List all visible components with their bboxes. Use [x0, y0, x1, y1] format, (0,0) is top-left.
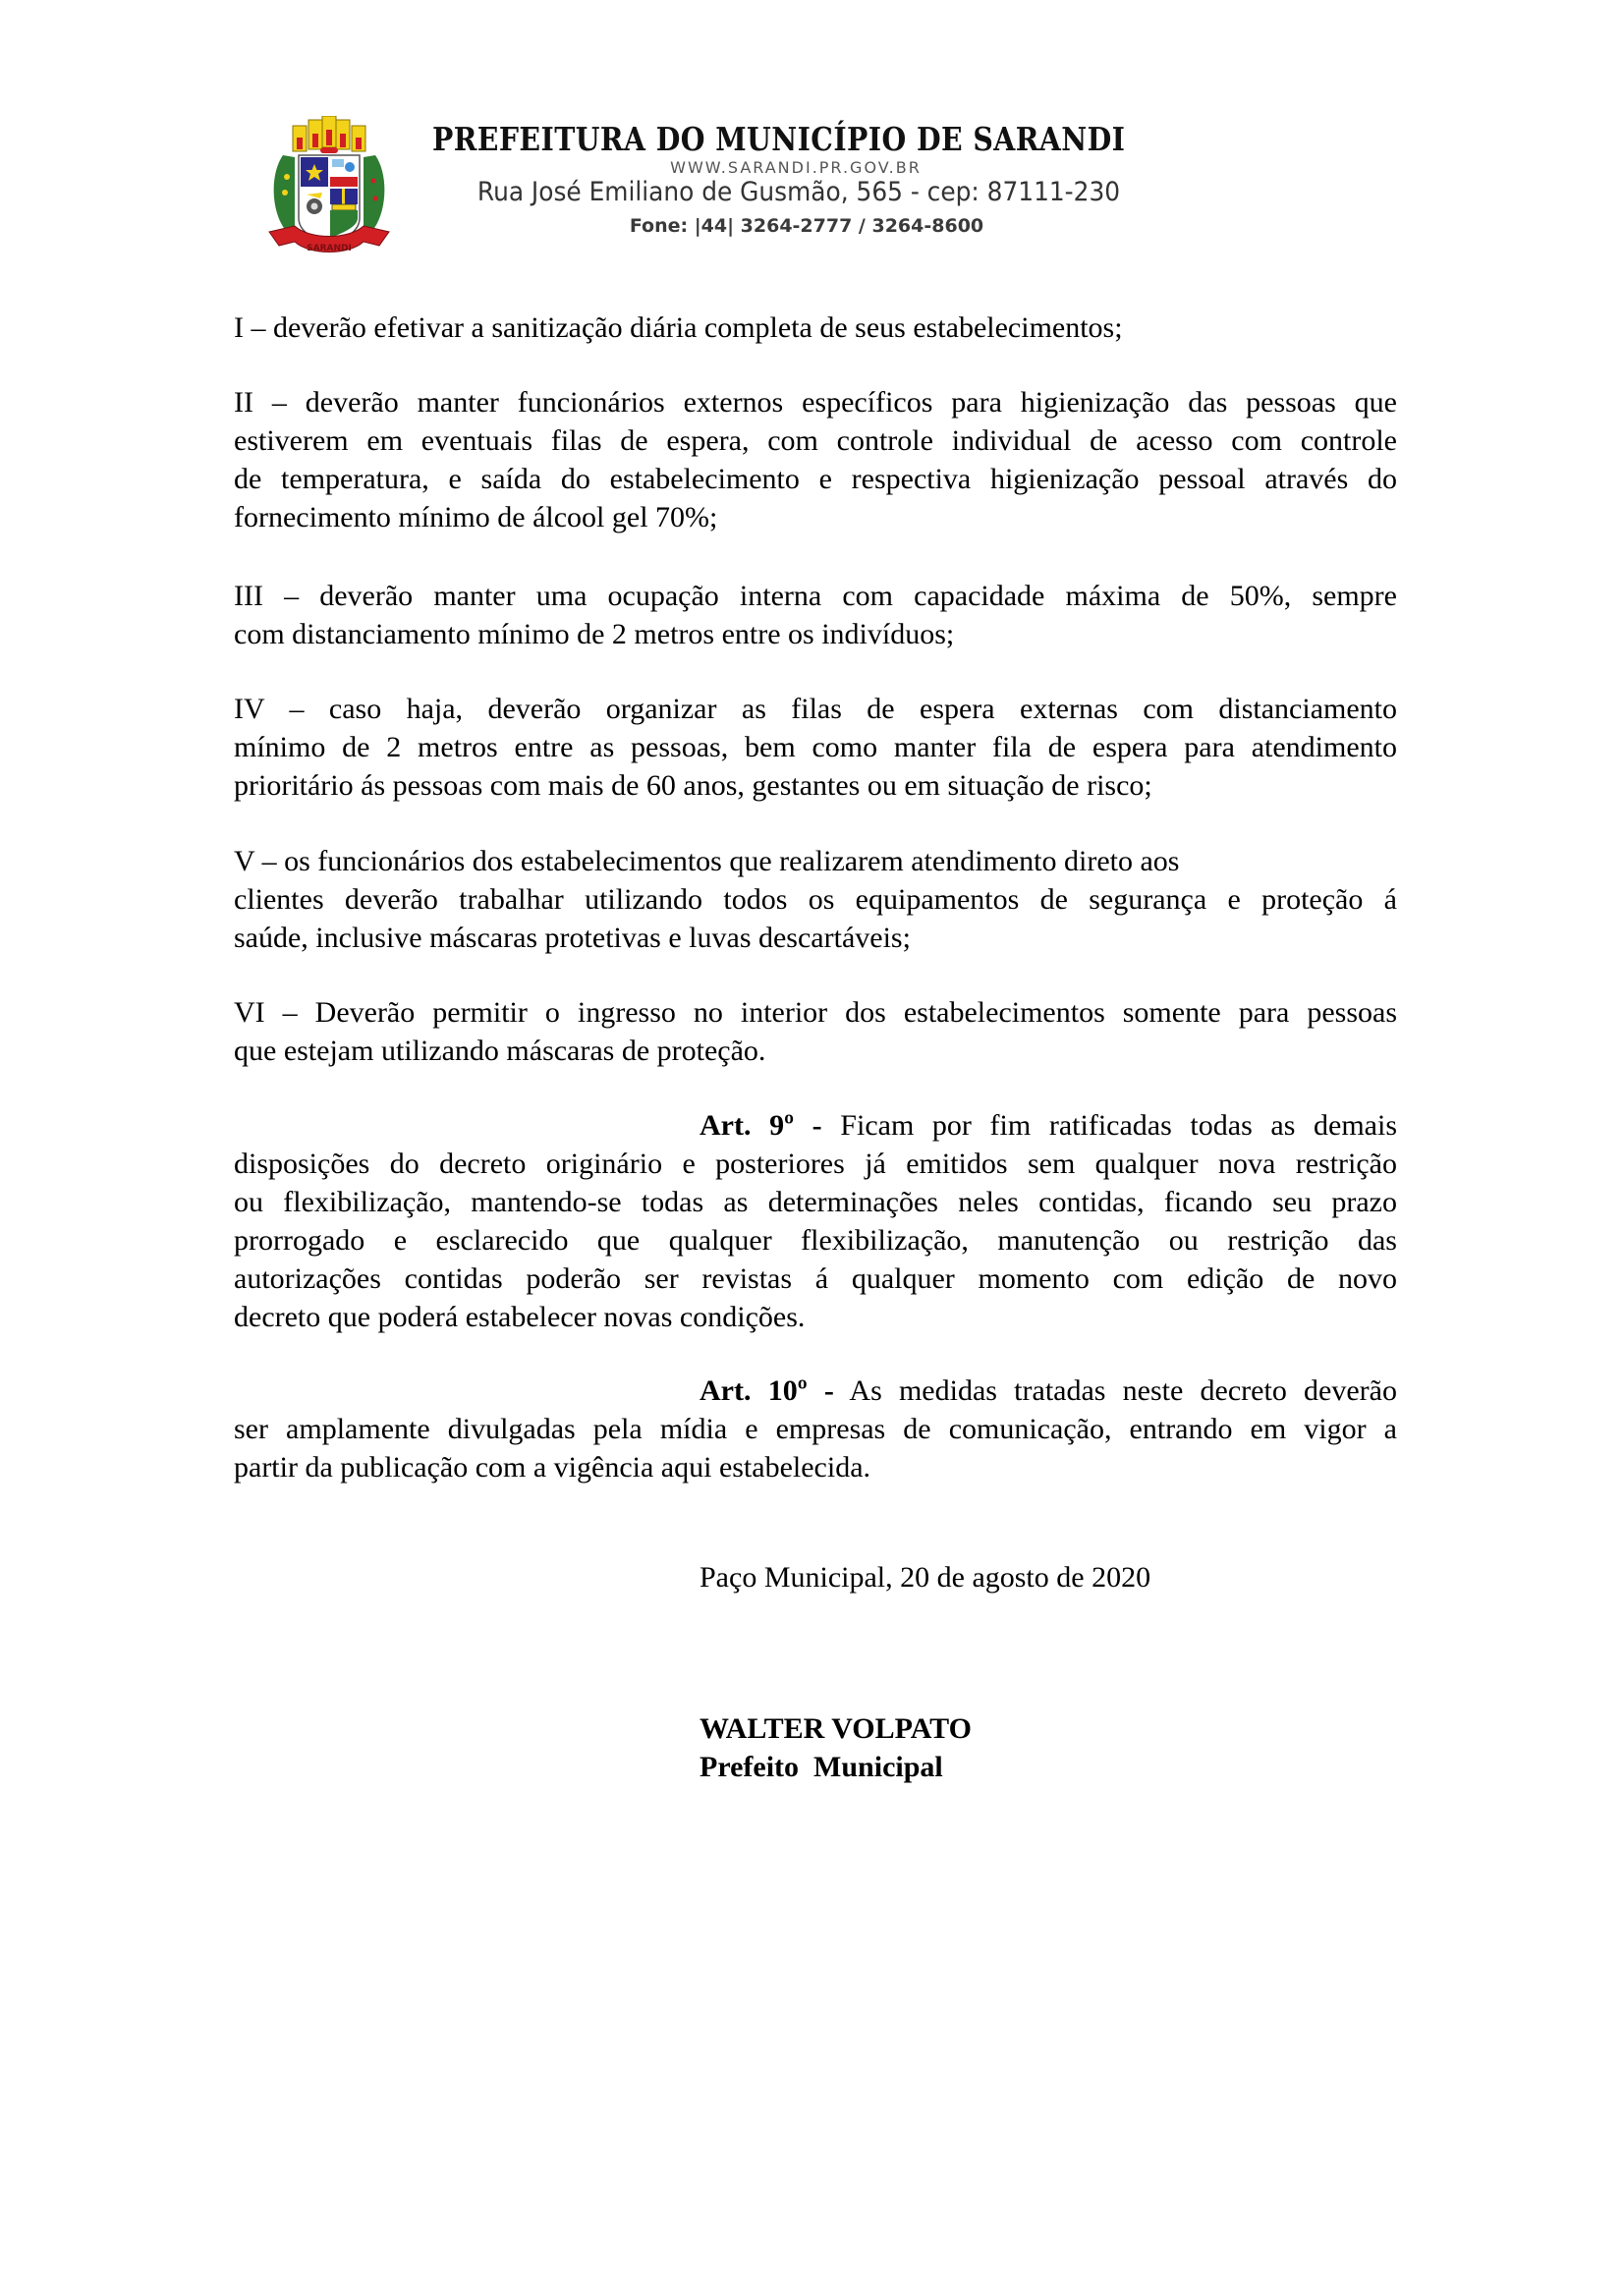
article-first-line — [234, 1372, 1397, 1410]
item-line: estiverem em eventuais filas de espera, com controle individual de acesso com controle — [234, 424, 1397, 457]
crest-label: SARANDI — [307, 244, 352, 253]
item-line: de temperatura, e saída do estabelecimento e respectiva higienização pessoal através do — [234, 463, 1397, 495]
article-line: autorizações contidas poderão ser revistas á qualquer momento com edição de novo — [234, 1262, 1397, 1295]
item-vi — [234, 993, 1397, 1070]
item-line: fornecimento mínimo de álcool gel 70%; — [234, 501, 718, 533]
item-line: clientes deverão trabalhar utilizando todos os equipamentos de segurança e proteção á — [234, 883, 1397, 916]
article-text: As medidas tratadas neste decreto deverão — [849, 1374, 1397, 1407]
item-line: III – deverão manter uma ocupação interna com capacidade máxima de 50%, sempre — [234, 580, 1397, 612]
article-9 — [234, 1106, 1397, 1336]
article-heading: Art. 10º - — [700, 1374, 834, 1407]
item-line: que estejam utilizando máscaras de proteção. — [234, 1035, 766, 1067]
item-line: saúde, inclusive máscaras protetivas e luvas descartáveis; — [234, 922, 911, 954]
item-iii — [234, 577, 1397, 653]
article-line: prorrogado e esclarecido que qualquer flexibilização, manutenção ou restrição das — [234, 1224, 1397, 1257]
item-line: com distanciamento mínimo de 2 metros entre os indivíduos; — [234, 618, 955, 650]
municipal-coat-of-arms-icon — [265, 116, 393, 261]
item-line: IV – caso haja, deverão organizar as filas de espera externas com distanciamento — [234, 693, 1397, 725]
signatory-title: Prefeito Municipal — [700, 1751, 943, 1783]
article-first-line — [234, 1106, 1397, 1145]
item-line: II – deverão manter funcionários externos específicos para higienização das pessoas que — [234, 386, 1397, 419]
article-line: partir da publicação com a vigência aqui estabelecida. — [234, 1451, 871, 1484]
article-line: decreto que poderá estabelecer novas condições. — [234, 1301, 806, 1333]
item-line: V – os funcionários dos estabelecimentos que realizarem atendimento direto aos — [234, 845, 1180, 877]
item-line: VI – Deverão permitir o ingresso no interior dos estabelecimentos somente para pessoas — [234, 996, 1397, 1029]
item-line: mínimo de 2 metros entre as pessoas, bem como manter fila de espera para atendimento — [234, 731, 1397, 763]
letterhead-phone: Fone: |44| 3264-2777 / 3264-8600 — [629, 215, 984, 237]
letterhead-title: PREFEITURA DO MUNICÍPIO DE SARANDI — [432, 120, 1126, 158]
article-heading: Art. 9º - — [700, 1109, 822, 1142]
item-line: prioritário ás pessoas com mais de 60 anos, gestantes ou em situação de risco; — [234, 769, 1152, 802]
article-line: ser amplamente divulgadas pela mídia e empresas de comunicação, entrando em vigor a — [234, 1413, 1397, 1445]
letterhead-address: Rua José Emiliano de Gusmão, 565 - cep: 87111-230 — [476, 177, 1121, 207]
item-v — [234, 842, 1397, 957]
letterhead-website: WWW.SARANDI.PR.GOV.BR — [670, 158, 922, 177]
article-text: Ficam por fim ratificadas todas as demais — [840, 1109, 1397, 1142]
item-i — [234, 308, 1397, 347]
item-ii — [234, 383, 1397, 536]
signatory-name: WALTER VOLPATO — [700, 1712, 972, 1745]
article-10 — [234, 1372, 1397, 1486]
article-line: ou flexibilização, mantendo-se todas as determinações neles contidas, ficando seu prazo — [234, 1186, 1397, 1218]
item-line: I – deverão efetivar a sanitização diária completa de seus estabelecimentos; — [234, 311, 1123, 344]
item-iv — [234, 690, 1397, 805]
article-line: disposições do decreto originário e posteriores já emitidos sem qualquer nova restrição — [234, 1148, 1397, 1180]
signature-block — [700, 1709, 972, 1786]
place-and-date: Paço Municipal, 20 de agosto de 2020 — [700, 1561, 1151, 1594]
